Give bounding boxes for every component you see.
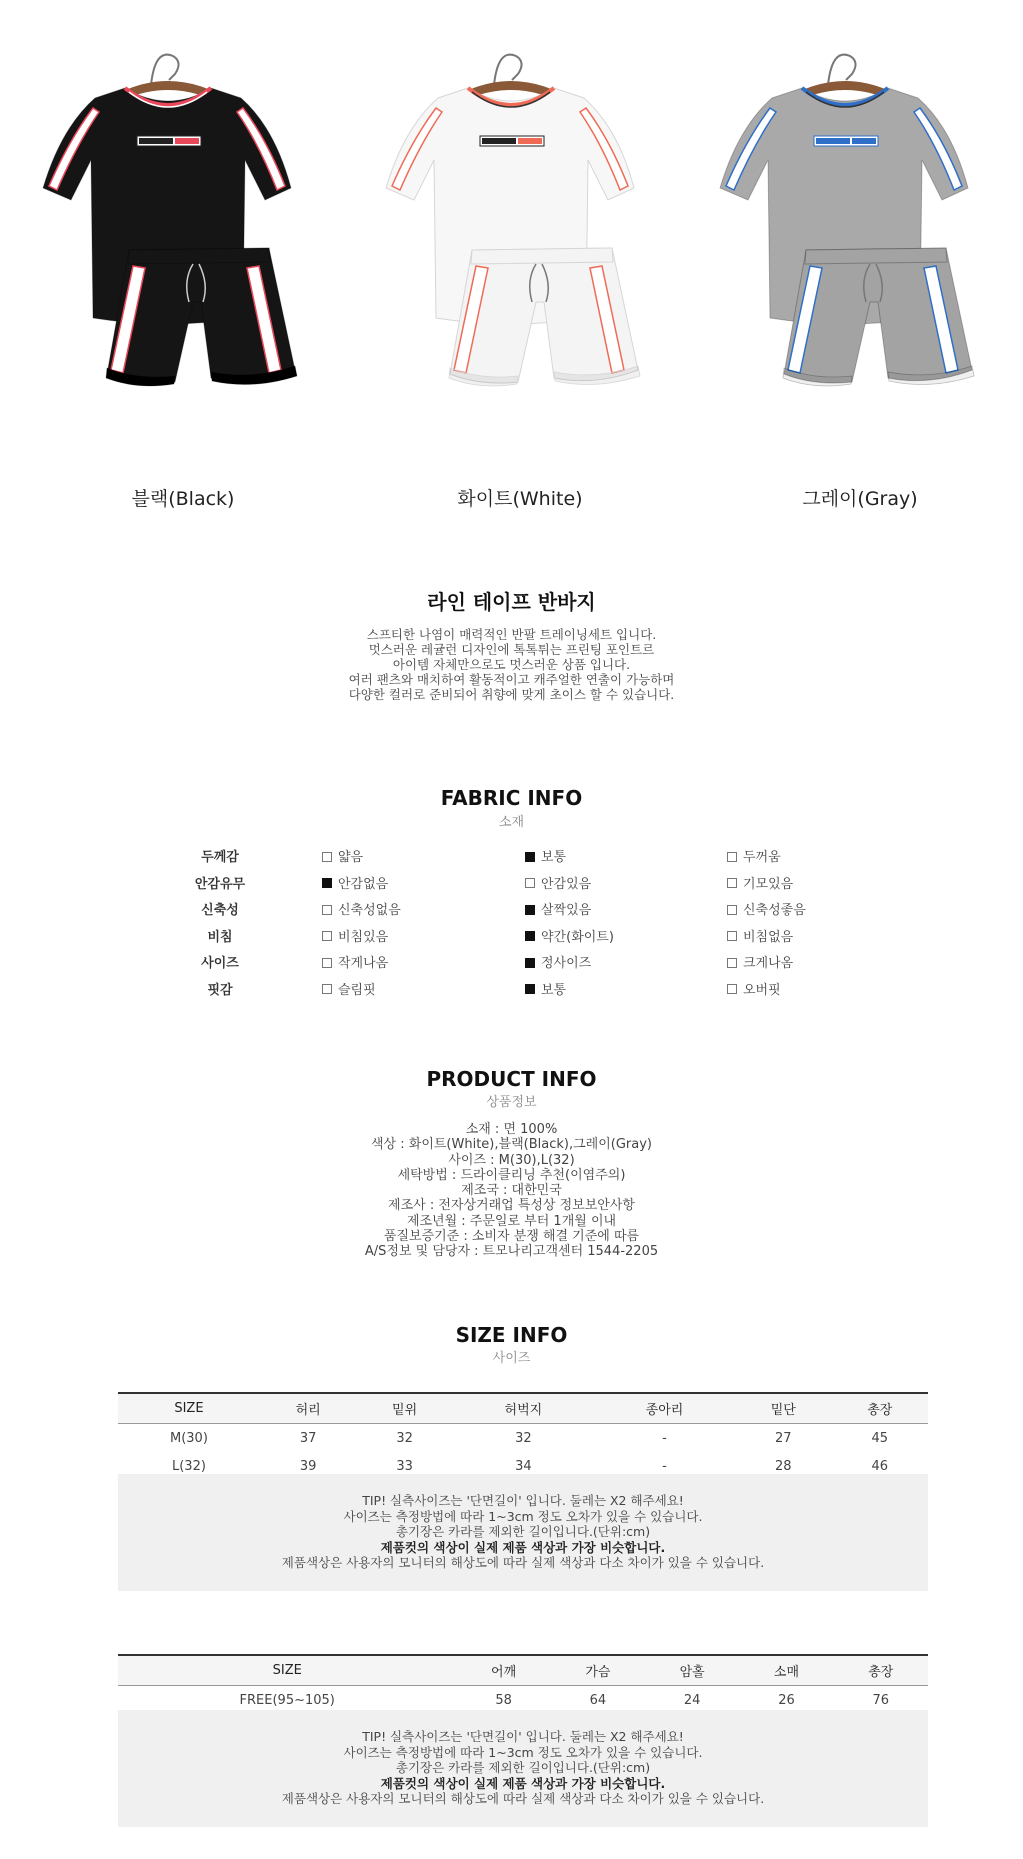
fabric-option [322,846,363,865]
fabric-option-label: 비침있음 [338,929,389,945]
size-column-header: SIZE [118,1655,456,1686]
size-column-header: SIZE [118,1393,260,1424]
fabric-row [0,979,1023,1005]
product-group [43,55,297,386]
size-cell: 37 [299,1430,317,1446]
fabric-option-label: 기모있음 [743,876,794,892]
fabric-option-label: 비침없음 [743,929,794,945]
size-cell: 58 [495,1692,512,1708]
size-cell: 33 [396,1458,413,1474]
fabric-option-label: 두꺼움 [743,850,781,865]
fabric-option [322,873,388,892]
size-info-subtitle: 사이즈 [492,1351,531,1366]
checked-box-icon [525,852,535,862]
fabric-category: 신축성 [201,903,239,918]
fabric-option-label: 안감없음 [338,876,389,892]
product-image-gray [710,40,1010,470]
size-info-title: SIZE INFO [455,1323,568,1347]
tip-line: 사이즈는 측정방법에 따라 1~3cm 정도 오차가 있을 수 있습니다. [343,1744,703,1760]
size-cell: L(32) [171,1458,206,1474]
tip-line: TIP! 실측사이즈는 '단면길이' 입니다. 둘레는 X2 해주세요! [362,1493,684,1508]
product-black[interactable] [33,0,333,520]
fabric-option [322,952,388,971]
checked-box-icon [525,958,535,968]
tip-line: 제품색상은 사용자의 모니터의 해상도에 따라 실제 색상과 다소 차이가 있을 수 있습니다. [281,1791,765,1806]
size-column-header: 어깨 [456,1655,550,1686]
unchecked-box-icon [727,958,737,968]
size-table-top [118,1654,928,1714]
tip-line: 제품색상은 사용자의 모니터의 해상도에 따라 실제 색상과 다소 차이가 있을 수 있습니다. [281,1555,765,1570]
product-image-white [370,40,670,470]
unchecked-box-icon [727,852,737,862]
fabric-option-label: 신축성없음 [338,903,401,918]
fabric-row [0,846,1023,872]
size-cell: 26 [778,1692,795,1708]
fabric-row [0,926,1023,952]
size-cell: FREE(95~105) [239,1692,335,1708]
tip-line-bold: 제품컷의 색상이 실제 제품 색상과 가장 비슷합니다. [380,1775,666,1791]
fabric-option [525,926,614,945]
chest-logo-accent [518,138,542,144]
fabric-option-label: 슬림핏 [338,982,376,998]
table-row [118,1424,928,1453]
fabric-category: 비침 [207,929,233,945]
size-column-header: 밑위 [356,1393,452,1424]
checked-box-icon [322,878,332,888]
size-column-header: 총장 [834,1655,928,1686]
fabric-category: 두께감 [201,850,239,865]
size-cell: M(30) [170,1430,208,1446]
size-column-header: 허리 [260,1393,356,1424]
product-info-subtitle: 상품정보 [486,1095,537,1110]
size-table-pants [118,1392,928,1480]
tip-line: 사이즈는 측정방법에 따라 1~3cm 정도 오차가 있을 수 있습니다. [343,1508,703,1524]
headline-line: 아이템 자체만으로도 멋스러운 상품 입니다. [392,657,631,672]
fabric-category: 사이즈 [201,956,239,971]
product-label-gray: 그레이(Gray) [802,488,918,510]
size-column-header: 총장 [832,1393,928,1424]
size-column-header: 가슴 [551,1655,645,1686]
size-column-header: 소매 [739,1655,833,1686]
fabric-option-label: 살짝있음 [541,903,592,918]
size-column-header: 허벅지 [453,1393,594,1424]
fabric-info-title: FABRIC INFO [440,786,583,810]
checked-box-icon [525,984,535,994]
chest-logo-mark [139,138,173,144]
chest-logo-mark [482,138,516,144]
fabric-category: 핏감 [207,982,233,998]
hanger-hook-icon [828,55,856,85]
fabric-option [525,873,591,892]
product-info-line: 품질보증기준 : 소비자 분쟁 해결 기준에 따름 [383,1229,640,1245]
size-cell: 64 [589,1692,607,1708]
size-cell: 32 [515,1430,532,1446]
fabric-option [525,899,591,918]
hanger-hook-icon [151,55,179,85]
size-tip-box-pants [118,1474,928,1591]
headline-line: 멋스러운 레귤런 디자인에 톡톡튀는 프린팅 포인트르 [368,642,655,657]
fabric-option [727,926,793,945]
fabric-option-label: 오버핏 [743,982,781,998]
tip-line-bold: 제품컷의 색상이 실제 제품 색상과 가장 비슷합니다. [380,1539,666,1555]
size-cell: 46 [871,1458,889,1474]
product-label-white: 화이트(White) [457,488,583,510]
headline-line: 다양한 컬러로 준비되어 취향에 맞게 초이스 할 수 있습니다. [348,687,675,702]
fabric-option-label: 안감있음 [541,876,592,892]
fabric-option-label: 정사이즈 [541,956,592,971]
fabric-option [727,979,781,998]
product-info-line: 제조년월 : 주문일로 부터 1개월 이내 [406,1213,617,1229]
unchecked-box-icon [322,931,332,941]
unchecked-box-icon [525,878,535,888]
chest-logo-accent [175,138,199,144]
product-image-black [33,40,333,470]
shorts-waistband [805,248,947,264]
fabric-option-label: 보통 [541,850,567,865]
product-info-list [0,1122,1023,1260]
fabric-option [727,846,781,865]
fabric-option [727,873,793,892]
product-info-line: 제조사 : 전자상거래업 특성상 정보보안사항 [388,1198,635,1214]
fabric-option [727,899,806,918]
unchecked-box-icon [322,958,332,968]
headline-line: 스프티한 나염이 매력적인 반팔 트레이닝세트 입니다. [366,627,657,642]
fabric-option-label: 신축성좋음 [743,903,806,918]
product-label-black: 블랙(Black) [131,488,235,510]
fabric-option [322,899,401,918]
size-column-header: 밑단 [735,1393,831,1424]
fabric-option [727,952,793,971]
product-info-line: 색상 : 화이트(White),블랙(Black),그레이(Gray) [371,1137,652,1153]
size-tip-box-top [118,1710,928,1827]
checked-box-icon [525,931,535,941]
product-gray[interactable] [710,0,1010,520]
fabric-option-label: 약간(화이트) [541,929,614,945]
fabric-option [322,926,388,945]
tip-line: 총기장은 카라를 제외한 길이입니다.(단위:cm) [395,1524,651,1539]
headline-title: 라인 테이프 반바지 [427,590,596,614]
tip-line: TIP! 실측사이즈는 '단면길이' 입니다. 둘레는 X2 해주세요! [362,1729,684,1744]
product-info-line: 소재 : 면 100% [465,1122,558,1137]
headline-line: 여러 팬츠와 매치하여 활동적이고 캐주얼한 연출이 가능하며 [348,672,675,687]
shorts-waistband [128,248,270,264]
size-cell: 28 [775,1458,792,1474]
product-info-line: 사이즈 : M(30),L(32) [448,1152,575,1168]
checked-box-icon [525,905,535,915]
unchecked-box-icon [322,905,332,915]
fabric-row [0,899,1023,925]
product-images-row [0,0,1023,520]
size-cell: 39 [299,1458,317,1474]
fabric-option [525,952,591,971]
fabric-option [525,846,566,865]
size-column-header: 암홀 [645,1655,739,1686]
size-cell: 24 [683,1692,701,1708]
fabric-option-label: 크게나옴 [743,956,794,971]
chest-logo-mark [816,138,850,144]
unchecked-box-icon [322,984,332,994]
shorts-waistband [471,248,613,264]
fabric-option [525,979,566,998]
size-column-header: 종아리 [594,1393,735,1424]
size-cell: - [662,1430,667,1446]
size-cell: 76 [872,1692,890,1708]
size-cell: 32 [396,1430,413,1446]
chest-logo-accent [852,138,876,144]
unchecked-box-icon [727,905,737,915]
product-group [386,55,640,386]
size-cell: - [662,1458,667,1474]
fabric-row [0,952,1023,978]
fabric-row [0,873,1023,899]
headline-description [0,627,1023,702]
size-cell: 27 [775,1430,792,1446]
fabric-info-subtitle: 소재 [498,815,525,830]
fabric-option-label: 작게나옴 [338,956,389,971]
unchecked-box-icon [727,931,737,941]
fabric-option-label: 얇음 [338,850,364,865]
fabric-category: 안감유무 [194,876,246,892]
size-table-header [118,1393,928,1424]
product-info-title: PRODUCT INFO [426,1067,597,1091]
tip-line: 총기장은 카라를 제외한 길이입니다.(단위:cm) [395,1760,651,1775]
unchecked-box-icon [727,984,737,994]
product-group [720,55,974,386]
size-cell: 34 [515,1458,532,1474]
fabric-option [322,979,376,998]
size-cell: 45 [871,1430,889,1446]
size-table-header [118,1655,928,1686]
hanger-hook-icon [494,55,522,85]
unchecked-box-icon [727,878,737,888]
product-info-line: 세탁방법 : 드라이클리닝 추천(이염주의) [397,1167,626,1183]
product-white[interactable] [370,0,670,520]
product-info-line: A/S정보 및 담당자 : 트모나리고객센터 1544-2205 [364,1244,659,1260]
product-info-line: 제조국 : 대한민국 [461,1183,562,1199]
unchecked-box-icon [322,852,332,862]
fabric-option-label: 보통 [541,982,567,998]
